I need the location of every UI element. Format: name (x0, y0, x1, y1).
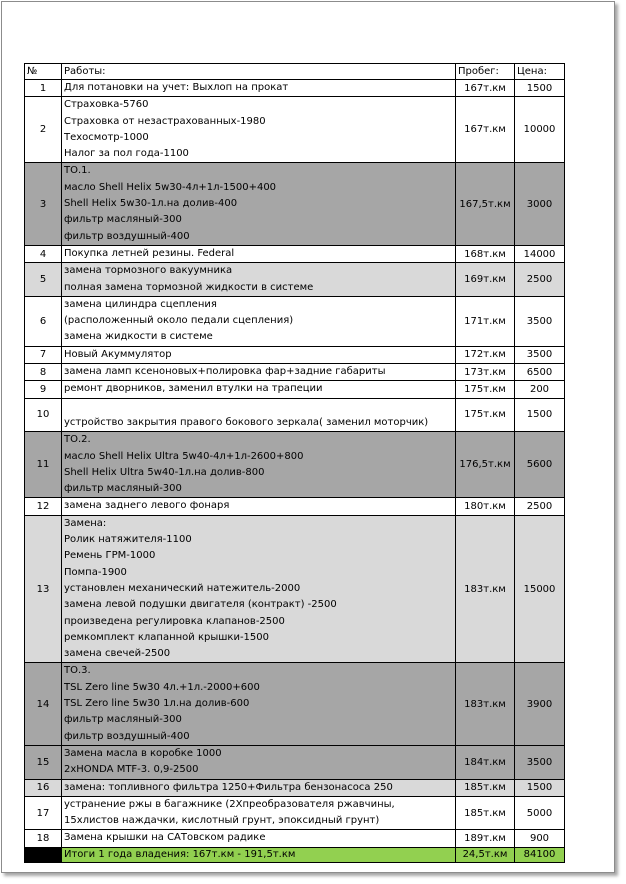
row-number-cell[interactable]: 18 (25, 830, 62, 847)
mileage-cell[interactable]: 167,5т.км (456, 163, 515, 246)
works-cell[interactable] (62, 830, 456, 847)
works-line: Новый Акуммулятор (64, 348, 172, 360)
table-row (25, 97, 565, 163)
works-cell[interactable] (62, 796, 456, 830)
price-cell[interactable]: 5600 (515, 432, 565, 498)
works-line: 15хлистов наждачки, кислотный грунт, эпоксидный грунт) (64, 815, 380, 827)
mileage-cell[interactable]: 185т.км (456, 796, 515, 830)
spreadsheet-page (1, 1, 615, 873)
price-cell[interactable]: 3000 (515, 163, 565, 246)
works-line: ТО.3. (64, 665, 91, 677)
price-cell[interactable]: 5000 (515, 796, 565, 830)
table-row (25, 263, 565, 297)
works-line: фильтр воздушный-400 (64, 730, 190, 742)
works-cell[interactable] (62, 163, 456, 246)
table-row (25, 663, 565, 746)
mileage-cell[interactable]: 185т.км (456, 779, 515, 796)
row-number-cell[interactable]: 11 (25, 432, 62, 498)
works-line: Замена: (64, 517, 107, 529)
table-row (25, 163, 565, 246)
works-line: ТО.1. (64, 165, 91, 177)
works-line (64, 399, 453, 415)
table-row (25, 346, 565, 363)
price-cell[interactable]: 3900 (515, 663, 565, 746)
works-line: ремонт дворников, заменил втулки на трапеции (64, 383, 323, 395)
row-number-cell[interactable]: 13 (25, 515, 62, 663)
price-cell[interactable]: 3500 (515, 296, 565, 346)
table-row (25, 432, 565, 498)
mileage-cell[interactable]: 184т.км (456, 745, 515, 779)
works-line: Shell Helix 5w30-1л.на долив-400 (64, 198, 238, 210)
works-line: масло Shell Helix 5w30-4л+1л-1500+400 (64, 181, 277, 193)
works-cell[interactable] (62, 97, 456, 163)
works-line: ремкомплект клапанной крышки-1500 (64, 631, 269, 643)
row-number-cell[interactable]: 7 (25, 346, 62, 363)
works-line: Страховка от незастрахованных-1980 (64, 115, 266, 127)
total-row (25, 847, 565, 862)
price-cell[interactable]: 900 (515, 830, 565, 847)
works-line: полная замена тормозной жидкости в системе (64, 281, 314, 293)
row-number-cell[interactable]: 1 (25, 80, 62, 97)
works-line: замена тормозного вакуумника (64, 265, 233, 277)
row-number-cell[interactable]: 5 (25, 263, 62, 297)
works-line: устройство закрытия правого бокового зеркала( заменил моторчик) (64, 416, 429, 428)
works-line: Ремень ГРМ-1000 (64, 550, 156, 562)
price-cell[interactable]: 15000 (515, 515, 565, 663)
works-line: фильтр масляный-300 (64, 483, 182, 495)
table-row (25, 364, 565, 381)
works-cell[interactable] (62, 263, 456, 297)
works-line: фильтр воздушный-400 (64, 230, 190, 242)
works-line: Замена масла в коробке 1000 (64, 747, 222, 759)
total-num-cell[interactable] (25, 847, 62, 862)
works-cell[interactable] (62, 364, 456, 381)
row-number-cell[interactable]: 8 (25, 364, 62, 381)
price-cell[interactable]: 1500 (515, 779, 565, 796)
works-line: замена левой подушки двигателя (контракт) -2500 (64, 599, 337, 611)
maintenance-table (24, 63, 565, 863)
works-cell[interactable] (62, 381, 456, 398)
row-number-cell[interactable]: 14 (25, 663, 62, 746)
row-number-cell[interactable]: 17 (25, 796, 62, 830)
works-line: устранение ржы в багажнике (2Xпреобразователя ржавчины, (64, 798, 395, 810)
works-cell[interactable] (62, 779, 456, 796)
price-cell[interactable]: 6500 (515, 364, 565, 381)
mileage-cell[interactable]: 176,5т.км (456, 432, 515, 498)
works-cell[interactable] (62, 432, 456, 498)
works-line: произведена регулировка клапанов-2500 (64, 615, 285, 627)
table-row (25, 498, 565, 515)
works-line: Замена крышки на САТовском радике (64, 832, 266, 844)
price-cell[interactable]: 2500 (515, 263, 565, 297)
works-cell[interactable] (62, 745, 456, 779)
mileage-cell[interactable]: 169т.км (456, 263, 515, 297)
works-line: TSL Zero line 5w30 4л.+1л.-2000+600 (64, 681, 260, 693)
price-cell[interactable]: 14000 (515, 245, 565, 262)
total-price-cell[interactable]: 84100 (515, 847, 565, 862)
price-cell[interactable]: 3500 (515, 745, 565, 779)
works-line: Техосмотр-1000 (64, 131, 149, 143)
works-line: фильтр масляный-300 (64, 714, 182, 726)
table-row (25, 80, 565, 97)
works-line: замена заднего левого фонаря (64, 500, 230, 512)
works-line: Страховка-5760 (64, 99, 149, 111)
works-line: ТО.2. (64, 434, 91, 446)
works-line: 2xHONDA MTF-3. 0,9-2500 (64, 764, 199, 776)
works-cell[interactable] (62, 296, 456, 346)
mileage-cell[interactable]: 167т.км (456, 97, 515, 163)
price-cell[interactable]: 10000 (515, 97, 565, 163)
table-row (25, 296, 565, 346)
mileage-cell[interactable]: 189т.км (456, 830, 515, 847)
price-cell[interactable]: 2500 (515, 498, 565, 515)
row-number-cell[interactable]: 2 (25, 97, 62, 163)
row-number-cell[interactable]: 6 (25, 296, 62, 346)
works-line: Ролик натяжителя-1100 (64, 534, 192, 546)
price-cell[interactable]: 3500 (515, 346, 565, 363)
works-line: (расположенный около педали сцепления) (64, 315, 294, 327)
row-number-cell[interactable]: 12 (25, 498, 62, 515)
price-cell[interactable]: 1500 (515, 398, 565, 432)
mileage-cell[interactable]: 175т.км (456, 381, 515, 398)
works-cell[interactable] (62, 245, 456, 262)
works-line: Shell Helix Ultra 5w40-1л.на долив-800 (64, 466, 265, 478)
table-row (25, 830, 565, 847)
works-line: Для потановки на учет: Выхлоп на прокат (64, 82, 289, 93)
row-number-cell[interactable]: 3 (25, 163, 62, 246)
mileage-cell[interactable]: 173т.км (456, 364, 515, 381)
works-line: замена цилиндра сцепления (64, 298, 217, 310)
works-line: масло Shell Helix Ultra 5w40-4л+1л-2600+800 (64, 450, 304, 462)
table-row (25, 745, 565, 779)
works-cell[interactable] (62, 663, 456, 746)
works-line: Помпа-1900 (64, 566, 127, 578)
table-row (25, 796, 565, 830)
table-row (25, 381, 565, 398)
row-number-cell[interactable]: 9 (25, 381, 62, 398)
works-line: замена ламп ксеноновых+полировка фар+задние габариты (64, 366, 386, 378)
mileage-cell[interactable]: 168т.км (456, 245, 515, 262)
mileage-cell[interactable]: 183т.км (456, 515, 515, 663)
mileage-cell[interactable]: 175т.км (456, 398, 515, 432)
total-mileage-cell[interactable]: 24,5т.км (456, 847, 515, 862)
works-line: замена: топливного фильтра 1250+Фильтра бензонасоса 250 (64, 781, 393, 793)
header-price[interactable]: Цена: (515, 64, 565, 80)
works-line: замена жидкости в системе (64, 331, 213, 343)
row-number-cell[interactable]: 16 (25, 779, 62, 796)
works-cell[interactable] (62, 498, 456, 515)
row-number-cell[interactable]: 15 (25, 745, 62, 779)
table-row (25, 515, 565, 663)
header-num[interactable]: № (25, 64, 62, 80)
table-row (25, 245, 565, 262)
works-line: фильтр масляный-300 (64, 214, 182, 226)
works-line: TSL Zero line 5w30 1л.на долив-600 (64, 698, 250, 710)
works-line: замена свечей-2500 (64, 648, 171, 660)
mileage-cell[interactable]: 167т.км (456, 80, 515, 97)
price-cell[interactable]: 200 (515, 381, 565, 398)
total-label-cell[interactable]: Итоги 1 года владения: 167т.км - 191,5т.км (62, 847, 456, 862)
header-works[interactable]: Работы: (62, 64, 456, 80)
mileage-cell[interactable]: 183т.км (456, 663, 515, 746)
works-cell[interactable] (62, 80, 456, 97)
mileage-cell[interactable]: 171т.км (456, 296, 515, 346)
works-cell[interactable] (62, 398, 456, 432)
table-row (25, 779, 565, 796)
works-line: Покупка летней резины. Federal (64, 247, 235, 259)
row-number-cell[interactable]: 4 (25, 245, 62, 262)
mileage-cell[interactable]: 180т.км (456, 498, 515, 515)
header-mileage[interactable]: Пробег: (456, 64, 515, 80)
price-cell[interactable]: 1500 (515, 80, 565, 97)
works-cell[interactable] (62, 515, 456, 663)
table-header-row (25, 64, 565, 80)
works-line: установлен механический натежитель-2000 (64, 582, 301, 594)
works-line: Налог за пол года-1100 (64, 148, 189, 160)
mileage-cell[interactable]: 172т.км (456, 346, 515, 363)
works-cell[interactable] (62, 346, 456, 363)
row-number-cell[interactable]: 10 (25, 398, 62, 432)
table-row (25, 398, 565, 432)
